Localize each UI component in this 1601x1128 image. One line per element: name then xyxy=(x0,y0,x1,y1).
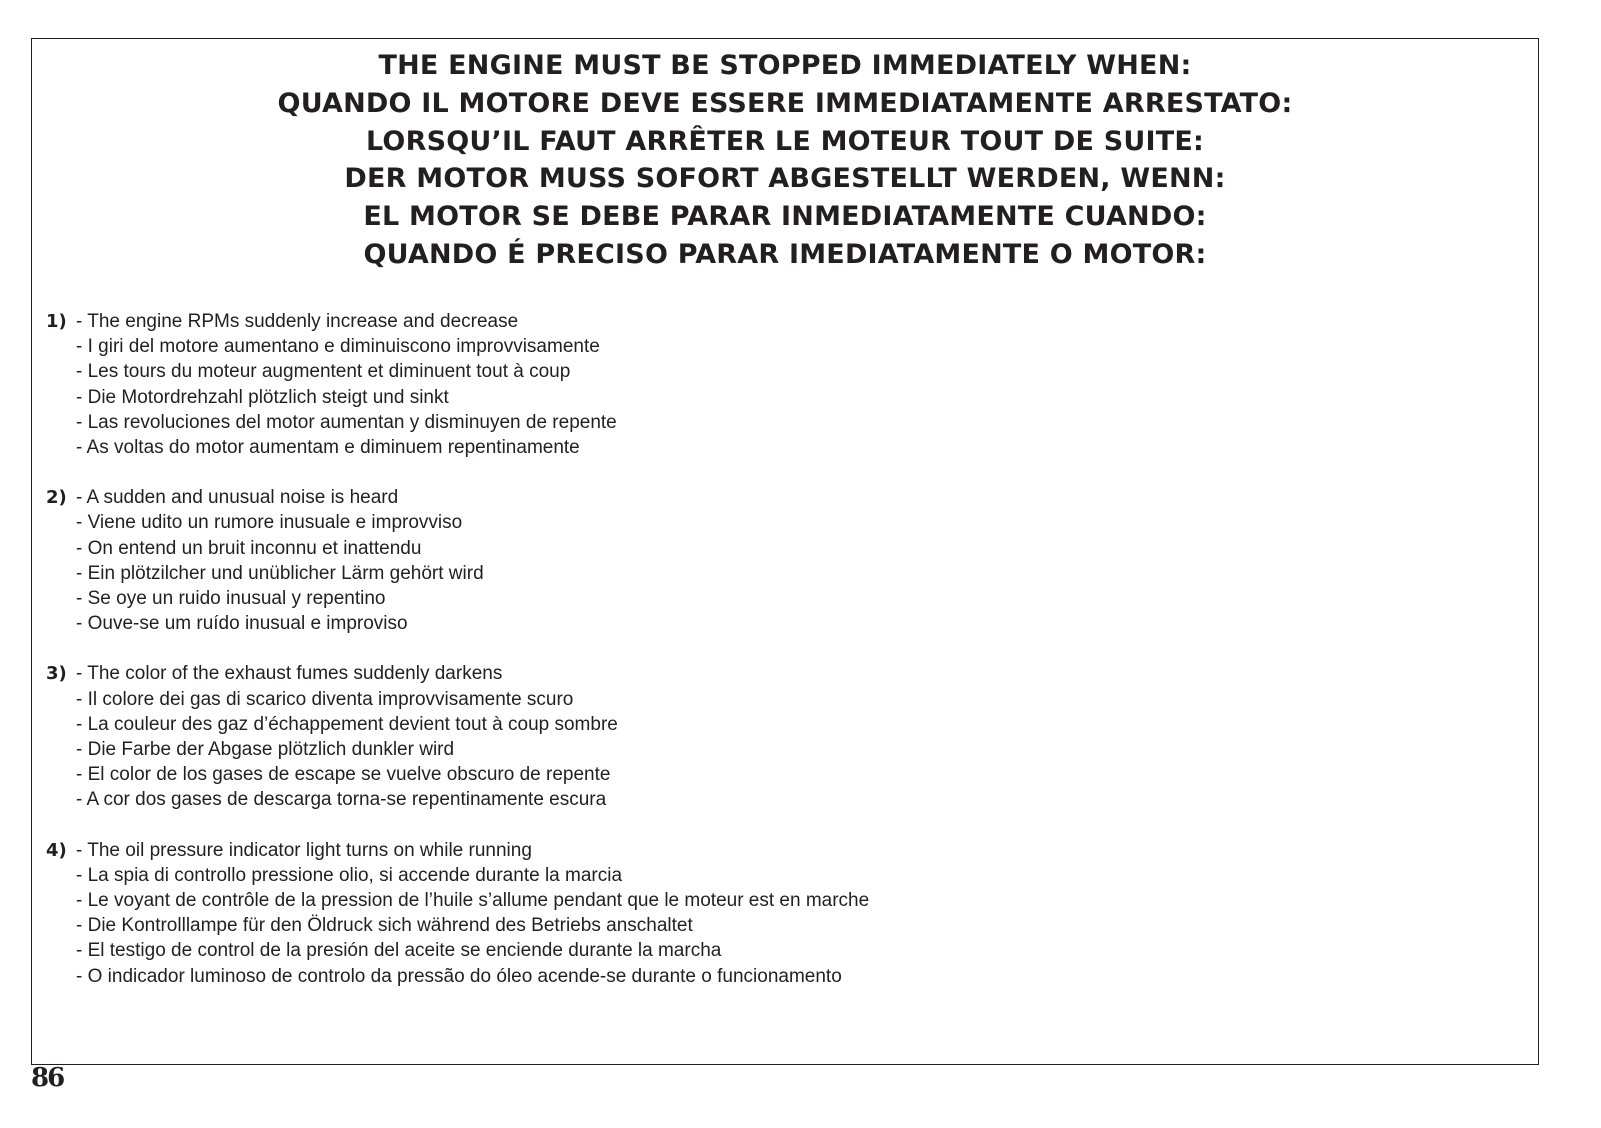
item-line-portuguese: - Ouve-se um ruído inusual e improviso xyxy=(76,613,408,635)
item-line-spanish: - El color de los gases de escape se vuelve obscuro de repente xyxy=(76,764,611,786)
heading-line-portuguese: QUANDO É PRECISO PARAR IMEDIATAMENTE O MOTOR: xyxy=(363,238,1207,270)
heading-line-french: LORSQU’IL FAUT ARRÊTER LE MOTEUR TOUT DE SUITE: xyxy=(365,125,1205,157)
item-translations xyxy=(76,485,1506,636)
condition-list xyxy=(46,309,1506,1014)
condition-item-2 xyxy=(46,485,1506,636)
heading-line-italian: QUANDO IL MOTORE DEVE ESSERE IMMEDIATAMENTE ARRESTATO: xyxy=(277,87,1293,119)
item-line-french: - La couleur des gaz d’échappement devient tout à coup sombre xyxy=(76,713,618,735)
item-translations xyxy=(76,661,1506,812)
item-line-spanish: - El testigo de control de la presión del aceite se enciende durante la marcha xyxy=(76,940,722,962)
item-line-italian: - La spia di controllo pressione olio, si accende durante la marcia xyxy=(76,864,623,886)
heading-line-english: THE ENGINE MUST BE STOPPED IMMEDIATELY WHEN: xyxy=(378,50,1192,81)
condition-item-3 xyxy=(46,661,1506,812)
item-line-german: - Ein plötzilcher und unüblicher Lärm gehört wird xyxy=(76,562,484,584)
item-line-german: - Die Motordrehzahl plötzlich steigt und sinkt xyxy=(76,386,449,408)
item-number: 4) xyxy=(46,839,67,861)
heading-line-german: DER MOTOR MUSS SOFORT ABGESTELLT WERDEN, WENN: xyxy=(344,163,1226,195)
item-number: 2) xyxy=(46,487,67,509)
item-line-italian: - I giri del motore aumentano e diminuiscono improvvisamente xyxy=(76,336,600,358)
heading-line-spanish: EL MOTOR SE DEBE PARAR INMEDIATAMENTE CUANDO: xyxy=(363,201,1207,233)
item-line-portuguese: - O indicador luminoso de controlo da pressão do óleo acende-se durante o funcionamento xyxy=(76,965,842,987)
item-number: 3) xyxy=(46,663,67,685)
item-line-english: - A sudden and unusual noise is heard xyxy=(76,487,399,509)
item-line-italian: - Il colore dei gas di scarico diventa improvvisamente scuro xyxy=(76,688,574,710)
item-line-french: - Le voyant de contrôle de la pression de l’huile s’allume pendant que le moteur est en marche xyxy=(76,890,870,912)
content-frame xyxy=(31,38,1539,1065)
item-number: 1) xyxy=(46,311,67,332)
item-line-english: - The color of the exhaust fumes suddenly darkens xyxy=(76,663,503,685)
item-line-german: - Die Farbe der Abgase plötzlich dunkler wird xyxy=(76,739,455,761)
item-translations xyxy=(76,309,1506,460)
item-line-french: - Les tours du moteur augmentent et diminuent tout à coup xyxy=(76,361,571,383)
item-translations xyxy=(76,838,1506,989)
item-line-portuguese: - As voltas do motor aumentam e diminuem repentinamente xyxy=(76,437,580,459)
item-line-english: - The engine RPMs suddenly increase and decrease xyxy=(76,311,519,332)
item-line-german: - Die Kontrolllampe für den Öldruck sich während des Betriebs anschaltet xyxy=(76,915,693,937)
page-number: 86 xyxy=(31,1063,64,1093)
item-line-spanish: - Se oye un ruido inusual y repentino xyxy=(76,588,386,610)
page-heading xyxy=(32,47,1538,274)
item-line-portuguese: - A cor dos gases de descarga torna-se repentinamente escura xyxy=(76,789,607,811)
item-line-english: - The oil pressure indicator light turns on while running xyxy=(76,839,532,861)
item-line-italian: - Viene udito un rumore inusuale e improvviso xyxy=(76,512,463,534)
item-line-spanish: - Las revoluciones del motor aumentan y disminuyen de repente xyxy=(76,411,617,433)
item-line-french: - On entend un bruit inconnu et inattendu xyxy=(76,537,422,559)
condition-item-4 xyxy=(46,838,1506,989)
condition-item-1 xyxy=(46,309,1506,460)
